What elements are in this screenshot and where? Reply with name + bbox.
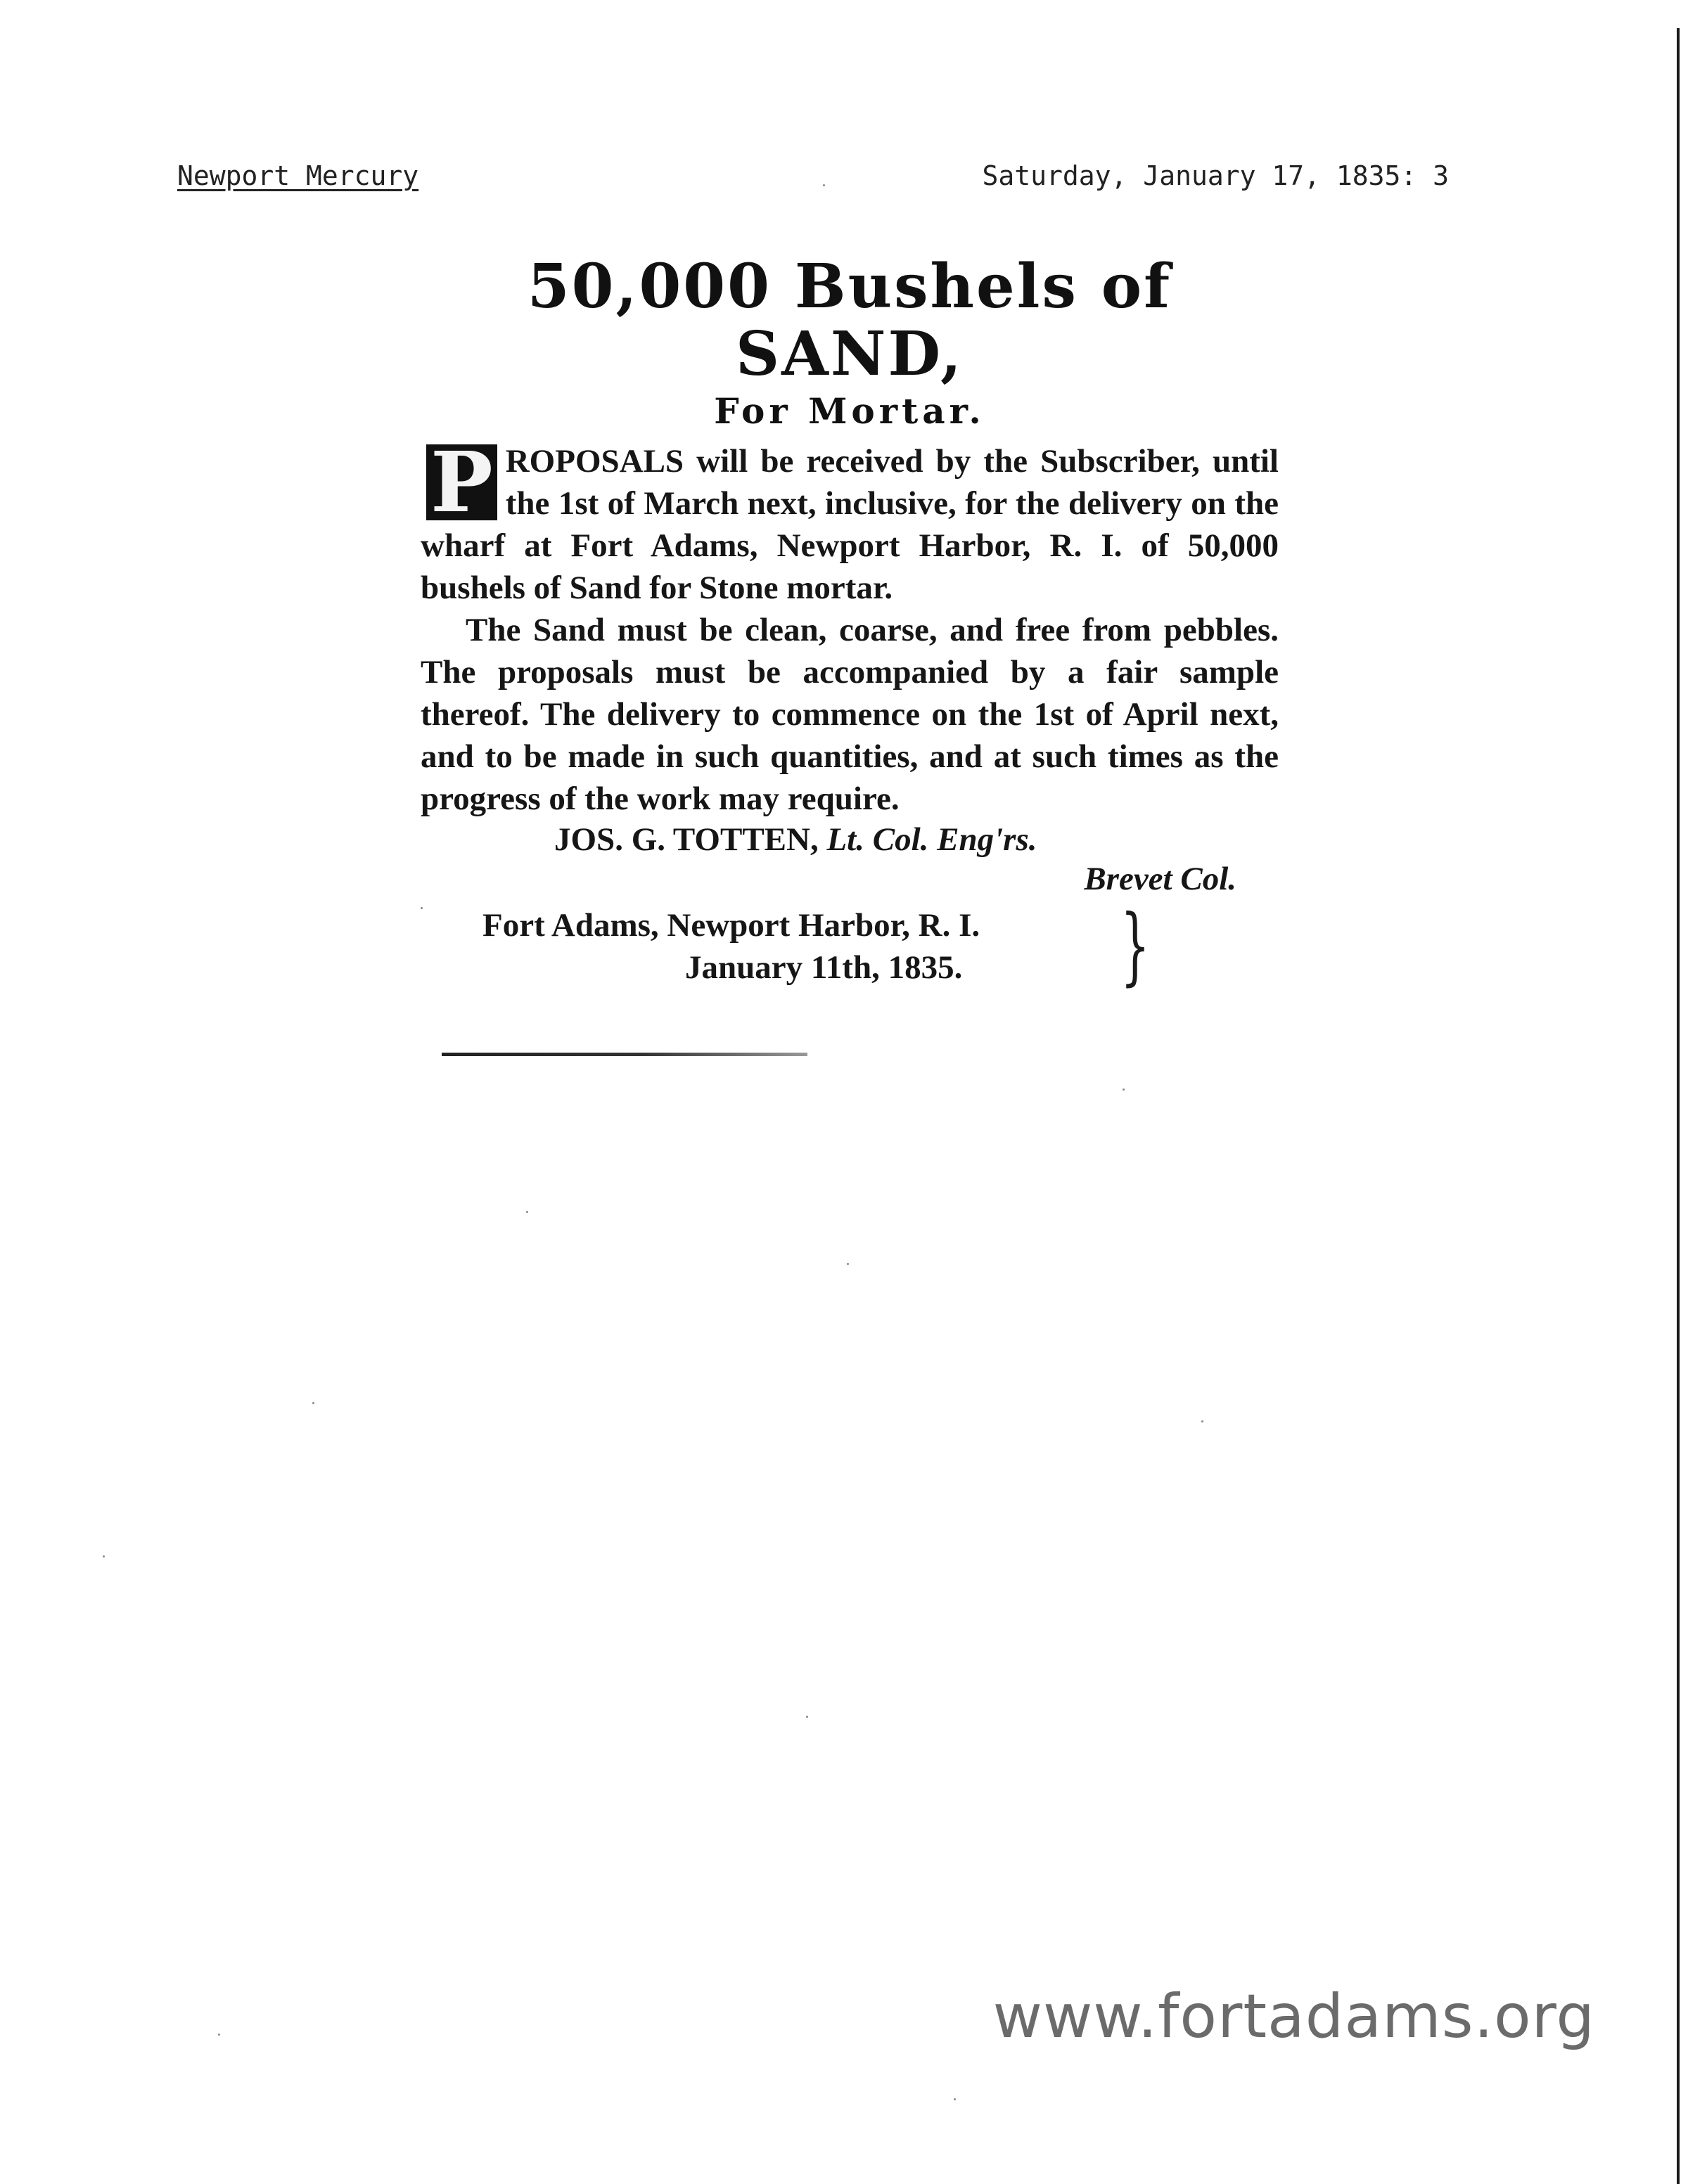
publication-name: Newport Mercury bbox=[177, 160, 419, 191]
paragraph-1-text: ROPOSALS will be received by the Subscriber, until the 1st of March next, inclusive, for the delivery on the wharf at Fort Adams, Newport Harbor, R. I. of 50,000 bushels of Sand for Stone mortar. bbox=[421, 443, 1279, 606]
signature-title: Lt. Col. Eng'rs. bbox=[826, 821, 1037, 858]
scan-speck bbox=[103, 1555, 105, 1557]
scan-speck bbox=[421, 907, 423, 909]
signature-name: JOS. G. TOTTEN, bbox=[554, 821, 819, 858]
clipping-bottom-rule bbox=[442, 1053, 807, 1056]
signature-rank: Brevet Col. bbox=[1084, 861, 1236, 897]
notice-subhead: For Mortar. bbox=[714, 390, 985, 432]
brace-mark: } bbox=[1120, 897, 1150, 995]
place-date-block bbox=[421, 897, 1279, 995]
scan-speck bbox=[954, 2098, 956, 2100]
scan-speck bbox=[1201, 1420, 1203, 1422]
scan-speck bbox=[1123, 1088, 1125, 1091]
scan-speck bbox=[823, 184, 825, 186]
issue-date-page: Saturday, January 17, 1835: 3 bbox=[982, 160, 1449, 191]
page-edge-rule bbox=[1677, 28, 1680, 2184]
scan-speck bbox=[806, 1716, 808, 1718]
drop-cap: P bbox=[426, 444, 497, 520]
notice-headline: 50,000 Bushels of SAND, bbox=[527, 251, 1172, 390]
notice-date: January 11th, 1835. bbox=[685, 949, 963, 986]
notice-paragraph-1 bbox=[421, 433, 1279, 609]
website-watermark: www.fortadams.org bbox=[992, 1981, 1595, 2052]
scan-speck bbox=[526, 1211, 528, 1213]
scan-speck bbox=[847, 1263, 849, 1265]
signature-line bbox=[421, 820, 1279, 859]
scan-speck bbox=[218, 2034, 220, 2036]
scan-speck bbox=[312, 1402, 314, 1404]
notice-place: Fort Adams, Newport Harbor, R. I. bbox=[482, 907, 980, 944]
notice-paragraph-2: The Sand must be clean, coarse, and free from pebbles. The proposals must be accompanied by a fair sample thereof. The delivery to commence on the 1st of April next, and to be made in such quantities, and at such times as the progress of the work may require. bbox=[421, 612, 1279, 817]
newspaper-clipping bbox=[421, 251, 1279, 995]
